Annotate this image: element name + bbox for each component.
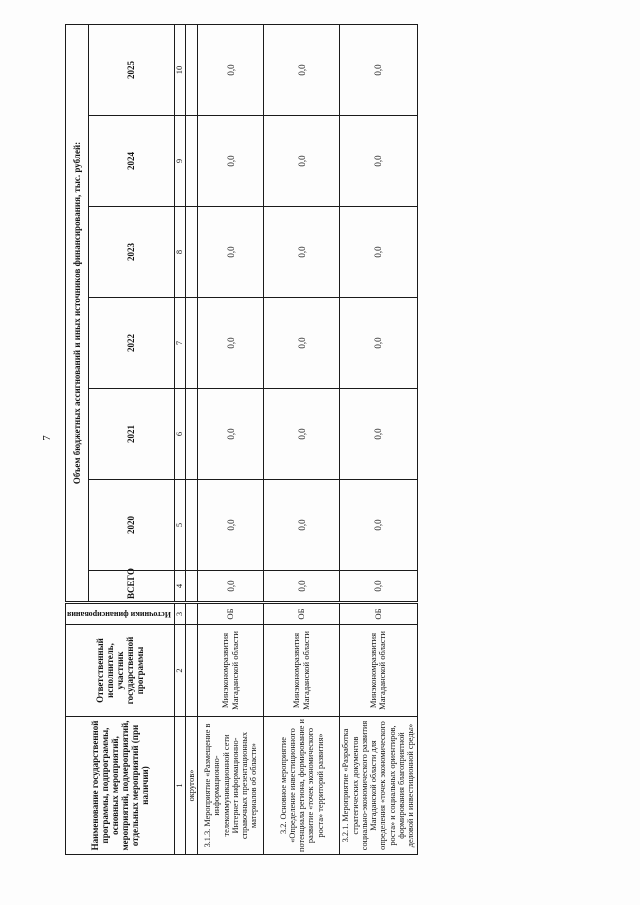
col-number: 8 — [175, 207, 186, 298]
header-source-text: Источники финансирования — [67, 610, 171, 620]
row-executor: Минэкономразвития Магаданской области — [340, 625, 417, 717]
header-year-2024: 2024 — [88, 116, 174, 207]
row-name: 3.1.3. Мероприятие «Размещение в информационно-телекоммуникационной сети Интернет информационно-справочных презентационных материалов об области» — [198, 717, 264, 855]
row-value-2024: 0,0 — [340, 116, 417, 207]
row-executor: Минэкономразвития Магаданской области — [198, 625, 264, 717]
col-number: 5 — [175, 480, 186, 571]
row-value-2020: 0,0 — [264, 480, 340, 571]
row-source: ОБ — [264, 603, 340, 625]
header-total: ВСЕГО — [88, 571, 174, 603]
row-name: 3.2.1. Мероприятие «Разработка стратегических документов социально-экономического развития Магаданской области для определения «точек экономического роста» и социальных ориентиров, формирования благоприятной деловой и инвестиционной среды» — [340, 717, 417, 855]
page-number: 7 — [40, 435, 53, 441]
row-total: 0,0 — [340, 571, 417, 603]
row-name: 3.2. Основное мероприятие «Определение инвестиционного потенциала региона, формирование и развитие «точек экономического роста» территорий развития» — [264, 717, 340, 855]
row-value-2022: 0,0 — [340, 298, 417, 389]
row-executor: Минэкономразвития Магаданской области — [264, 625, 340, 717]
funding-table — [65, 24, 418, 855]
column-numbers-row — [175, 24, 186, 854]
row-value-2024: 0,0 — [264, 116, 340, 207]
col-number: 4 — [175, 571, 186, 603]
rotated-table-container — [65, 25, 415, 855]
header-year-2020: 2020 — [88, 480, 174, 571]
table-row — [340, 24, 417, 854]
row-value-2023: 0,0 — [264, 207, 340, 298]
row-value-2024: 0,0 — [198, 116, 264, 207]
row-value-2025: 0,0 — [264, 24, 340, 115]
row-value-2025: 0,0 — [340, 24, 417, 115]
row-value-2021: 0,0 — [264, 389, 340, 480]
continuation-row — [186, 24, 198, 854]
col-number: 1 — [175, 717, 186, 855]
row-source: ОБ — [198, 603, 264, 625]
header-name: Наименование государственной программы, подпрограммы, основных мероприятий, мероприятий, подмероприятий, отдельных мероприятий (при наличии) — [66, 717, 175, 855]
row-value-2020: 0,0 — [340, 480, 417, 571]
col-number: 7 — [175, 298, 186, 389]
col-number: 2 — [175, 625, 186, 717]
continuation-text: округов» — [186, 717, 198, 855]
row-total: 0,0 — [264, 571, 340, 603]
row-value-2020: 0,0 — [198, 480, 264, 571]
row-total: 0,0 — [198, 571, 264, 603]
header-executor: Ответственный исполнитель, участник государственной программы — [66, 625, 175, 717]
row-value-2021: 0,0 — [198, 389, 264, 480]
table-row — [198, 24, 264, 854]
col-number: 3 — [175, 603, 186, 625]
table-row — [264, 24, 340, 854]
row-value-2023: 0,0 — [198, 207, 264, 298]
row-value-2023: 0,0 — [340, 207, 417, 298]
header-year-2023: 2023 — [88, 207, 174, 298]
row-value-2022: 0,0 — [264, 298, 340, 389]
header-year-2025: 2025 — [88, 24, 174, 115]
row-value-2021: 0,0 — [340, 389, 417, 480]
row-value-2025: 0,0 — [198, 24, 264, 115]
header-year-2021: 2021 — [88, 389, 174, 480]
col-number: 6 — [175, 389, 186, 480]
header-year-2022: 2022 — [88, 298, 174, 389]
header-source — [66, 603, 175, 625]
col-number: 9 — [175, 116, 186, 207]
header-funding: Объем бюджетных ассигнований и иных источников финансирования, тыс. рублей: — [66, 24, 89, 602]
row-value-2022: 0,0 — [198, 298, 264, 389]
row-source: ОБ — [340, 603, 417, 625]
col-number: 10 — [175, 24, 186, 115]
